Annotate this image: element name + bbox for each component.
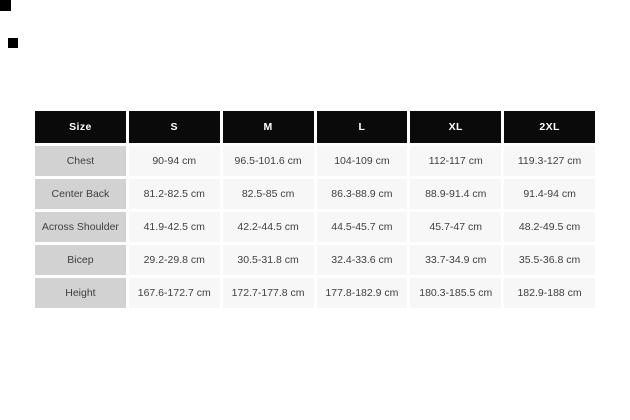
header-cell-m: M: [223, 111, 314, 143]
value-cell-bicep-m: 30.5-31.8 cm: [223, 245, 314, 275]
value-cell-center-back-s: 81.2-82.5 cm: [129, 179, 220, 209]
row-label-chest: Chest: [35, 146, 126, 176]
value-cell-across-shoulder-l: 44.5-45.7 cm: [317, 212, 408, 242]
value-cell-height-2xl: 182.9-188 cm: [504, 278, 595, 308]
value-cell-across-shoulder-s: 41.9-42.5 cm: [129, 212, 220, 242]
value-cell-center-back-2xl: 91.4-94 cm: [504, 179, 595, 209]
header-cell-s: S: [129, 111, 220, 143]
value-cell-chest-s: 90-94 cm: [129, 146, 220, 176]
row-label-height: Height: [35, 278, 126, 308]
header-cell-size: Size: [35, 111, 126, 143]
header-cell-2xl: 2XL: [504, 111, 595, 143]
value-cell-bicep-xl: 33.7-34.9 cm: [410, 245, 501, 275]
value-cell-across-shoulder-xl: 45.7-47 cm: [410, 212, 501, 242]
value-cell-chest-l: 104-109 cm: [317, 146, 408, 176]
value-cell-center-back-xl: 88.9-91.4 cm: [410, 179, 501, 209]
row-label-across-shoulder: Across Shoulder: [35, 212, 126, 242]
value-cell-bicep-2xl: 35.5-36.8 cm: [504, 245, 595, 275]
header-cell-l: L: [317, 111, 408, 143]
size-chart-table: [35, 111, 595, 308]
value-cell-chest-xl: 112-117 cm: [410, 146, 501, 176]
value-cell-height-m: 172.7-177.8 cm: [223, 278, 314, 308]
value-cell-height-xl: 180.3-185.5 cm: [410, 278, 501, 308]
value-cell-chest-m: 96.5-101.6 cm: [223, 146, 314, 176]
value-cell-bicep-s: 29.2-29.8 cm: [129, 245, 220, 275]
value-cell-center-back-l: 86.3-88.9 cm: [317, 179, 408, 209]
value-cell-height-s: 167.6-172.7 cm: [129, 278, 220, 308]
cropped-ui-fragment-square: [8, 38, 18, 48]
value-cell-across-shoulder-m: 42.2-44.5 cm: [223, 212, 314, 242]
value-cell-height-l: 177.8-182.9 cm: [317, 278, 408, 308]
value-cell-center-back-m: 82.5-85 cm: [223, 179, 314, 209]
value-cell-chest-2xl: 119.3-127 cm: [504, 146, 595, 176]
row-label-center-back: Center Back: [35, 179, 126, 209]
cropped-ui-fragment-square: [0, 0, 11, 11]
header-cell-xl: XL: [410, 111, 501, 143]
value-cell-across-shoulder-2xl: 48.2-49.5 cm: [504, 212, 595, 242]
row-label-bicep: Bicep: [35, 245, 126, 275]
value-cell-bicep-l: 32.4-33.6 cm: [317, 245, 408, 275]
